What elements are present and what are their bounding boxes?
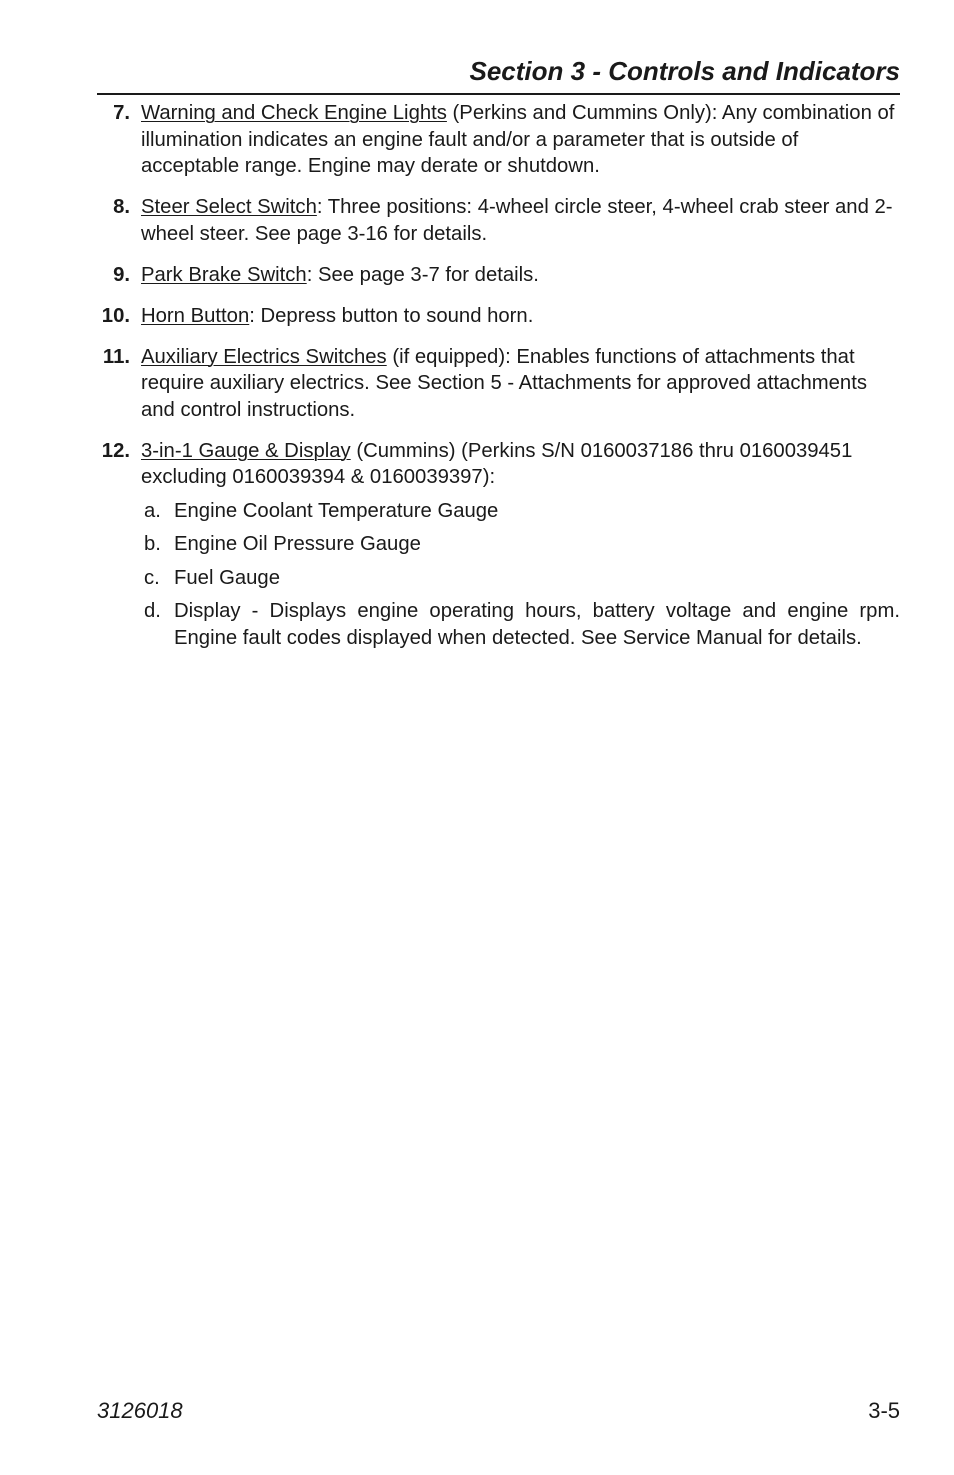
list-item-7 xyxy=(97,100,900,180)
item-term: Park Brake Switch xyxy=(141,263,307,286)
item-number: 10. xyxy=(101,304,130,327)
list-item-8 xyxy=(97,194,900,247)
list-item-11 xyxy=(97,344,900,424)
sub-item-text: Fuel Gauge xyxy=(174,566,280,589)
item-description: : Three positions: 4-wheel circle steer, 4-wheel crab steer and 2-wheel steer. See page 3-16 for details. xyxy=(141,196,893,245)
list-item-10 xyxy=(97,303,900,330)
item-description: : Depress button to sound horn. xyxy=(249,304,534,327)
item-term: Steer Select Switch xyxy=(141,196,317,218)
list-item-9 xyxy=(97,262,900,289)
sub-list-item xyxy=(141,598,900,651)
item-number: 8. xyxy=(113,196,130,218)
item-description: (if equipped): Enables functions of attachments that require auxiliary electrics. See Section 5 - Attachments for approved attachments and control instructions. xyxy=(141,345,867,421)
item-term: Auxiliary Electrics Switches xyxy=(141,345,387,368)
item-number: 9. xyxy=(113,263,130,286)
item-description: : See page 3-7 for details. xyxy=(306,263,539,286)
item-term: 3-in-1 Gauge & Display xyxy=(141,439,351,462)
sub-item-letter: a. xyxy=(144,499,161,522)
list-item-12 xyxy=(97,438,900,652)
page-number: 3-5 xyxy=(868,1398,900,1423)
sub-item-text: Display - Displays engine operating hours, battery voltage and engine rpm. Engine fault codes displayed when detected. See Service Manual for details. xyxy=(174,600,900,649)
sub-list-item xyxy=(141,565,900,592)
item-description: (Cummins) (Perkins S/N 0160037186 thru 0160039451 excluding 0160039394 & 0160039397): xyxy=(141,439,853,488)
section-title: Section 3 - Controls and Indicators xyxy=(469,56,900,86)
header-divider xyxy=(97,93,900,95)
sub-item-letter: c. xyxy=(144,566,160,589)
item-number: 11. xyxy=(102,345,130,368)
item-number: 7. xyxy=(113,102,130,124)
document-number: 3126018 xyxy=(97,1398,183,1423)
item-number: 12. xyxy=(101,439,130,462)
sub-item-letter: b. xyxy=(144,533,161,555)
sub-item-letter: d. xyxy=(144,600,161,622)
item-term: Horn Button xyxy=(141,304,250,327)
sub-list-item xyxy=(141,498,900,525)
controls-list xyxy=(97,100,900,666)
sub-list-item xyxy=(141,531,900,558)
sub-item-text: Engine Oil Pressure Gauge xyxy=(174,533,421,555)
sub-list xyxy=(141,498,900,652)
sub-item-text: Engine Coolant Temperature Gauge xyxy=(174,499,499,522)
item-description: (Perkins and Cummins Only): Any combination of illumination indicates an engine fault and/or a parameter that is outside of acceptable range. Engine may derate or shutdown. xyxy=(141,102,895,177)
item-term: Warning and Check Engine Lights xyxy=(141,102,447,124)
